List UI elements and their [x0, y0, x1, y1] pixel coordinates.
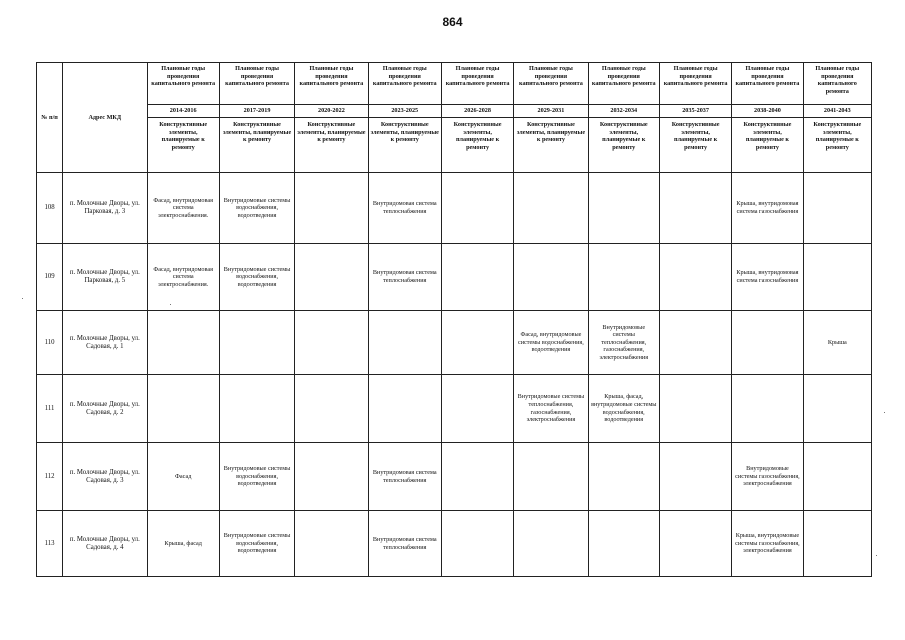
schedule-cell — [803, 244, 871, 311]
schedule-cell — [441, 375, 513, 443]
schedule-cell: Внутридомовые системы теплоснабжения, газоснабжения, электроснабжения — [588, 311, 659, 375]
schedule-cell — [147, 311, 219, 375]
schedule-cell — [295, 511, 368, 577]
capital-repair-schedule-table — [36, 62, 872, 577]
schedule-cell — [441, 173, 513, 244]
period-years: 2014-2016 — [147, 105, 219, 118]
col-num-header: № п/п — [37, 63, 63, 173]
period-years: 2041-2043 — [803, 105, 871, 118]
row-number: 112 — [37, 443, 63, 511]
table-row — [37, 173, 872, 244]
schedule-cell — [368, 311, 441, 375]
elements-header: Конструктивные элементы, планируемые к ремонту — [514, 118, 588, 173]
period-title-header: Плановые годы проведения капитального ремонта — [514, 63, 588, 105]
schedule-cell: Внутридомовые системы водоснабжения, водоотведения — [219, 443, 294, 511]
elements-header: Конструктивные элементы, планируемые к ремонту — [588, 118, 659, 173]
schedule-cell — [441, 511, 513, 577]
schedule-cell — [441, 443, 513, 511]
scan-speck — [22, 298, 23, 299]
schedule-cell — [441, 311, 513, 375]
period-title-header: Плановые годы проведения капитального ремонта — [368, 63, 441, 105]
table-row — [37, 244, 872, 311]
schedule-cell — [803, 173, 871, 244]
schedule-cell — [732, 375, 803, 443]
schedule-cell: Крыша, внутридомовая система газоснабжения — [732, 173, 803, 244]
row-number: 110 — [37, 311, 63, 375]
schedule-cell — [588, 244, 659, 311]
schedule-cell — [295, 244, 368, 311]
row-address: п. Молочные Дворы, ул. Садовая, д. 1 — [63, 311, 147, 375]
header-row-titles — [37, 63, 872, 105]
schedule-cell: Крыша — [803, 311, 871, 375]
schedule-cell — [219, 375, 294, 443]
schedule-cell: Внутридомовые системы водоснабжения, водоотведения — [219, 173, 294, 244]
row-number: 111 — [37, 375, 63, 443]
elements-header: Конструктивные элементы, планируемые к ремонту — [147, 118, 219, 173]
schedule-cell: Внутридомовые системы газоснабжения, электроснабжения — [732, 443, 803, 511]
header-row-elements — [37, 118, 872, 173]
col-address-header: Адрес МКД — [63, 63, 147, 173]
scan-speck — [170, 304, 171, 305]
schedule-cell — [295, 173, 368, 244]
row-address: п. Молочные Дворы, ул. Парковая, д. 3 — [63, 173, 147, 244]
period-title-header: Плановые годы проведения капитального ремонта — [588, 63, 659, 105]
elements-header: Конструктивные элементы, планируемые к ремонту — [659, 118, 731, 173]
schedule-cell — [659, 173, 731, 244]
schedule-cell: Фасад, внутридомовая система электроснабжения. — [147, 173, 219, 244]
schedule-cell — [732, 311, 803, 375]
schedule-cell — [659, 375, 731, 443]
period-years: 2026-2028 — [441, 105, 513, 118]
schedule-cell: Фасад, внутридомовые системы водоснабжения, водоотведения — [514, 311, 588, 375]
elements-header: Конструктивные элементы, планируемые к ремонту — [441, 118, 513, 173]
schedule-cell — [803, 511, 871, 577]
schedule-cell — [659, 311, 731, 375]
period-title-header: Плановые годы проведения капитального ремонта — [659, 63, 731, 105]
period-years: 2035-2037 — [659, 105, 731, 118]
period-title-header: Плановые годы проведения капитального ремонта — [441, 63, 513, 105]
elements-header: Конструктивные элементы, планируемые к ремонту — [732, 118, 803, 173]
schedule-cell — [441, 244, 513, 311]
schedule-cell — [588, 173, 659, 244]
schedule-cell — [803, 375, 871, 443]
schedule-cell — [368, 375, 441, 443]
period-years: 2038-2040 — [732, 105, 803, 118]
schedule-cell: Крыша, фасад, внутридомовые системы водоснабжения, водоотведения — [588, 375, 659, 443]
schedule-cell — [514, 244, 588, 311]
period-years: 2020-2022 — [295, 105, 368, 118]
schedule-cell — [588, 511, 659, 577]
table-row — [37, 375, 872, 443]
period-years: 2032-2034 — [588, 105, 659, 118]
schedule-cell: Внутридомовые системы водоснабжения, водоотведения — [219, 511, 294, 577]
schedule-cell — [514, 511, 588, 577]
period-years: 2029-2031 — [514, 105, 588, 118]
schedule-cell: Внутридомовые системы теплоснабжения, газоснабжения, электроснабжения — [514, 375, 588, 443]
schedule-cell: Внутридомовая система теплоснабжения — [368, 511, 441, 577]
schedule-cell: Крыша, внутридомовые системы газоснабжения, электроснабжения — [732, 511, 803, 577]
row-number: 109 — [37, 244, 63, 311]
row-address: п. Молочные Дворы, ул. Парковая, д. 5 — [63, 244, 147, 311]
row-number: 113 — [37, 511, 63, 577]
period-title-header: Плановые годы проведения капитального ремонта — [803, 63, 871, 105]
elements-header: Конструктивные элементы, планируемые к ремонту — [368, 118, 441, 173]
schedule-cell — [514, 443, 588, 511]
header-row-years — [37, 105, 872, 118]
schedule-cell: Фасад, внутридомовая система электроснабжения. — [147, 244, 219, 311]
table-row — [37, 443, 872, 511]
schedule-cell: Крыша, внутридомовая система газоснабжения — [732, 244, 803, 311]
period-years: 2023-2025 — [368, 105, 441, 118]
schedule-cell: Внутридомовая система теплоснабжения — [368, 443, 441, 511]
table-row — [37, 511, 872, 577]
row-number: 108 — [37, 173, 63, 244]
schedule-cell — [219, 311, 294, 375]
schedule-cell — [147, 375, 219, 443]
period-title-header: Плановые годы проведения капитального ремонта — [732, 63, 803, 105]
schedule-cell: Фасад — [147, 443, 219, 511]
schedule-cell — [803, 443, 871, 511]
row-address: п. Молочные Дворы, ул. Садовая, д. 4 — [63, 511, 147, 577]
row-address: п. Молочные Дворы, ул. Садовая, д. 3 — [63, 443, 147, 511]
elements-header: Конструктивные элементы, планируемые к ремонту — [219, 118, 294, 173]
schedule-cell: Внутридомовая система теплоснабжения — [368, 244, 441, 311]
scan-speck — [884, 412, 885, 413]
scan-speck — [876, 555, 877, 556]
schedule-cell — [295, 443, 368, 511]
elements-header: Конструктивные элементы, планируемые к ремонту — [295, 118, 368, 173]
schedule-cell — [659, 244, 731, 311]
schedule-cell: Крыша, фасад — [147, 511, 219, 577]
period-title-header: Плановые годы проведения капитального ремонта — [295, 63, 368, 105]
period-years: 2017-2019 — [219, 105, 294, 118]
period-title-header: Плановые годы проведения капитального ремонта — [147, 63, 219, 105]
period-title-header: Плановые годы проведения капитального ремонта — [219, 63, 294, 105]
page-number: 864 — [442, 15, 463, 29]
table-row — [37, 311, 872, 375]
schedule-cell — [295, 311, 368, 375]
schedule-cell — [514, 173, 588, 244]
schedule-cell — [659, 443, 731, 511]
schedule-cell: Внутридомовая система теплоснабжения — [368, 173, 441, 244]
schedule-cell — [295, 375, 368, 443]
elements-header: Конструктивные элементы, планируемые к ремонту — [803, 118, 871, 173]
schedule-cell: Внутридомовые системы водоснабжения, водоотведения — [219, 244, 294, 311]
schedule-cell — [659, 511, 731, 577]
row-address: п. Молочные Дворы, ул. Садовая, д. 2 — [63, 375, 147, 443]
schedule-cell — [588, 443, 659, 511]
